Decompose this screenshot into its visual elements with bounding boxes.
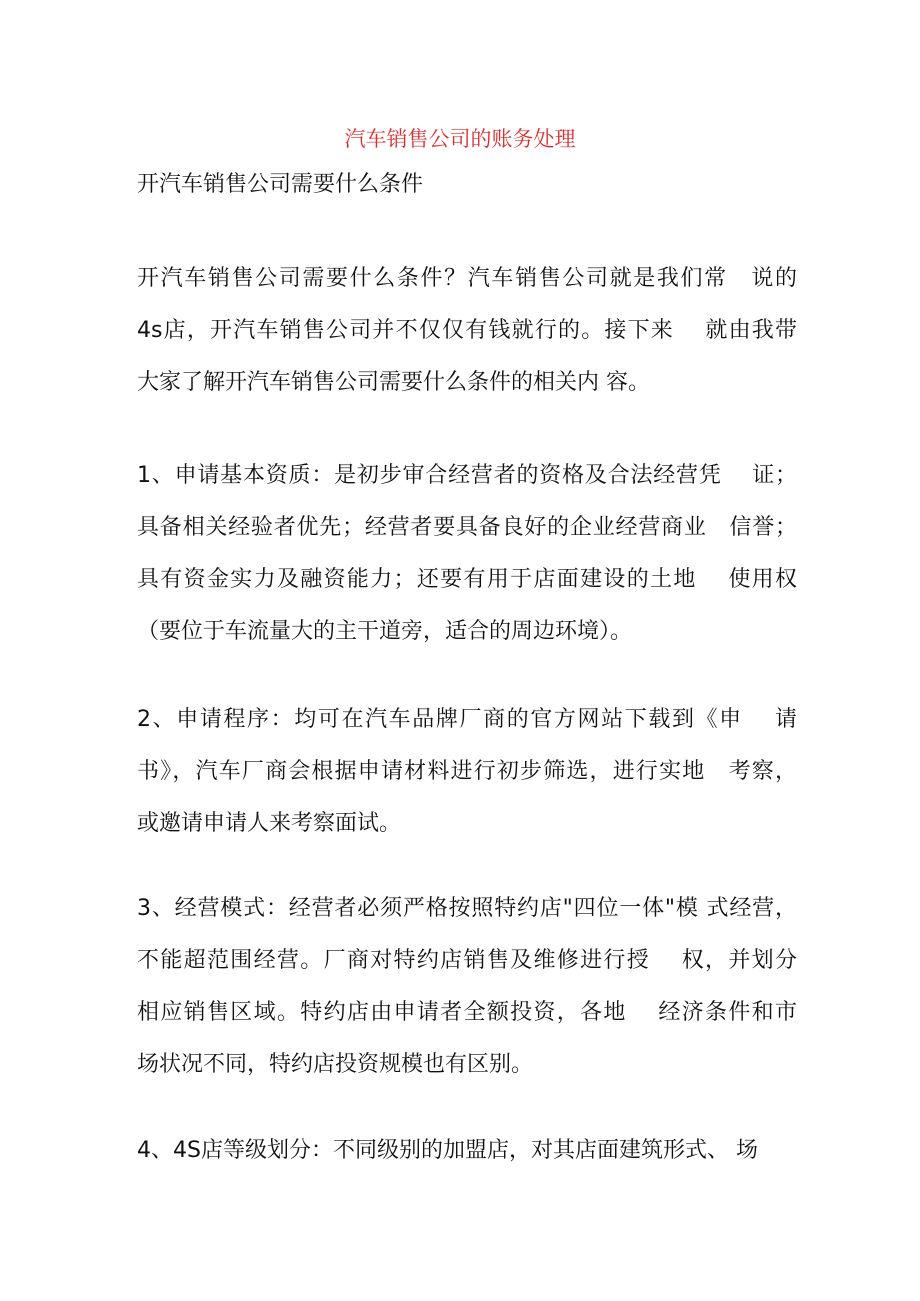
paragraph-line: 具备相关经验者优先；经营者要具备良好的企业经营商业 信誉；: [137, 515, 797, 540]
paragraph-line: 2、申请程序：均可在汽车品牌厂商的官方网站下载到《申 请: [137, 707, 797, 732]
paragraph-intro: [137, 253, 797, 409]
paragraph-line: 场状况不同，特约店投资规模也有区别。: [137, 1052, 534, 1077]
paragraph-line: 3、经营模式：经营者必须严格按照特约店"四位一体"模 式经营，: [137, 896, 797, 921]
paragraph-procedure: [137, 694, 797, 850]
document-title: 汽车销售公司的账务处理: [344, 127, 576, 151]
paragraph-qualification: [137, 450, 797, 658]
paragraph-line: 或邀请申请人来考察面试。: [137, 811, 402, 836]
paragraph-line: 开汽车销售公司需要什么条件？汽车销售公司就是我们常 说的: [137, 266, 797, 291]
paragraph-line: 1、申请基本资质：是初步审合经营者的资格及合法经营凭 证；: [137, 463, 797, 488]
paragraph-line: 书》，汽车厂商会根据申请材料进行初步筛选，进行实地 考察，: [137, 759, 797, 784]
paragraph-business-model: [137, 883, 797, 1091]
paragraph-line: 4、4S店等级划分：不同级别的加盟店，对其店面建筑形式、 场: [137, 1138, 758, 1163]
paragraph-line: 相应销售区域。特约店由申请者全额投资，各地 经济条件和市: [137, 1000, 797, 1025]
paragraph-line: 不能超范围经营。厂商对特约店销售及维修进行授 权，并划分: [137, 948, 797, 973]
paragraph-line: 具有资金实力及融资能力；还要有用于店面建设的土地 使用权: [137, 567, 797, 592]
paragraph-line: （要位于车流量大的主干道旁，适合的周边环境）。: [137, 619, 633, 644]
paragraph-line: 4s店，开汽车销售公司并不仅仅有钱就行的。接下来 就由我带: [137, 318, 797, 343]
paragraph-store-grade: [137, 1125, 797, 1177]
document-subtitle: 开汽车销售公司需要什么条件: [137, 172, 424, 197]
paragraph-line: 大家了解开汽车销售公司需要什么条件的相关内 容。: [137, 370, 650, 395]
